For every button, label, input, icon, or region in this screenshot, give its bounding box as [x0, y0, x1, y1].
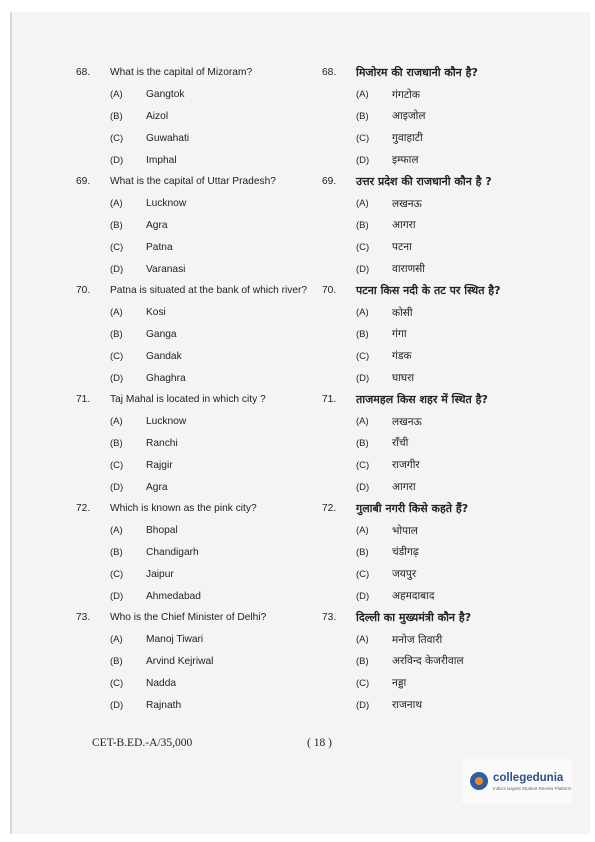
option-label: (A) [356, 198, 369, 210]
option-text: लखनऊ [392, 415, 422, 428]
option-label: (C) [356, 132, 370, 144]
answer-option [322, 563, 542, 585]
question-english [76, 498, 316, 520]
question-hindi [322, 607, 542, 629]
option-text: भोपाल [392, 524, 418, 537]
option-text: Lucknow [146, 416, 187, 428]
question-number: 72. [76, 503, 91, 515]
answer-option [76, 476, 316, 498]
option-label: (C) [356, 677, 370, 689]
answer-option [76, 651, 316, 673]
option-label: (A) [356, 525, 369, 537]
option-text: Ghaghra [146, 372, 186, 384]
english-column [76, 62, 316, 716]
question-hindi [322, 62, 542, 84]
answer-option [76, 411, 316, 433]
option-label: (A) [110, 89, 123, 101]
question-number: 71. [322, 394, 337, 406]
option-label: (D) [110, 481, 124, 493]
option-text: Lucknow [146, 198, 187, 210]
answer-option [76, 454, 316, 476]
answer-option [76, 629, 316, 651]
answer-option [76, 149, 316, 171]
option-text: अरविन्द केजरीवाल [392, 655, 464, 668]
answer-option [76, 215, 316, 237]
answer-option [322, 454, 542, 476]
answer-option [76, 694, 316, 716]
option-label: (A) [110, 416, 123, 428]
option-text: नड्डा [392, 677, 407, 690]
answer-option [322, 585, 542, 607]
option-text: गुवाहाटी [392, 132, 423, 145]
answer-option [322, 302, 542, 324]
option-label: (C) [110, 677, 124, 689]
option-label: (B) [356, 110, 369, 122]
option-label: (D) [110, 263, 124, 275]
question-number: 70. [76, 285, 91, 297]
question-english [76, 171, 316, 193]
answer-option [76, 193, 316, 215]
option-text: घाघरा [392, 372, 415, 385]
option-label: (B) [110, 110, 123, 122]
option-text: Agra [146, 219, 168, 231]
answer-option [322, 127, 542, 149]
question-text: पटना किस नदी के तट पर स्थित है? [356, 284, 501, 298]
option-label: (D) [356, 372, 370, 384]
option-text: आगरा [392, 481, 416, 494]
option-label: (C) [110, 350, 124, 362]
option-label: (B) [356, 219, 369, 231]
answer-option [76, 84, 316, 106]
answer-option [76, 106, 316, 128]
question-number: 68. [76, 67, 91, 79]
question-text: मिजोरम की राजधानी कौन है? [356, 66, 478, 80]
option-text: चंडीगढ़ [392, 546, 419, 559]
option-text: मनोज तिवारी [392, 633, 443, 646]
option-text: Agra [146, 481, 168, 493]
option-label: (B) [110, 546, 123, 558]
option-text: Guwahati [146, 132, 190, 144]
option-label: (C) [356, 241, 370, 253]
option-label: (B) [356, 655, 369, 667]
option-label: (D) [110, 372, 124, 384]
option-text: Jaipur [146, 568, 174, 580]
option-text: Ranchi [146, 437, 178, 449]
question-text: उत्तर प्रदेश की राजधानी कौन है ? [356, 175, 492, 189]
question-number: 71. [76, 394, 91, 406]
answer-option [322, 694, 542, 716]
option-label: (B) [356, 437, 369, 449]
question-number: 72. [322, 503, 337, 515]
option-label: (C) [110, 241, 124, 253]
answer-option [322, 84, 542, 106]
option-text: गंडक [392, 350, 412, 363]
option-text: राँची [392, 437, 409, 450]
answer-option [322, 106, 542, 128]
option-text: राजगीर [392, 459, 420, 472]
option-text: Arvind Kejriwal [146, 655, 214, 667]
question-text: What is the capital of Mizoram? [110, 67, 253, 79]
answer-option [322, 433, 542, 455]
question-text: गुलाबी नगरी किसे कहते हैं? [356, 502, 469, 516]
option-label: (A) [356, 634, 369, 646]
option-label: (C) [110, 568, 124, 580]
option-label: (C) [356, 568, 370, 580]
question-hindi [322, 280, 542, 302]
collegedunia-logo [462, 759, 572, 803]
logo-name: collegedunia [493, 771, 564, 784]
answer-option [322, 258, 542, 280]
option-text: Imphal [146, 154, 177, 166]
answer-option [76, 542, 316, 564]
answer-option [76, 585, 316, 607]
option-label: (B) [110, 655, 123, 667]
question-text: ताजमहल किस शहर में स्थित है? [356, 393, 488, 407]
hindi-column [322, 62, 542, 716]
option-text: Rajgir [146, 459, 173, 471]
question-number: 69. [322, 176, 337, 188]
option-text: Kosi [146, 307, 166, 319]
option-label: (D) [356, 154, 370, 166]
option-text: Manoj Tiwari [146, 634, 204, 646]
option-label: (A) [356, 89, 369, 101]
option-text: आगरा [392, 219, 416, 232]
collegedunia-logo-icon [470, 772, 488, 790]
option-text: Varanasi [146, 263, 186, 275]
option-text: Gandak [146, 350, 182, 362]
option-label: (C) [110, 459, 124, 471]
answer-option [76, 324, 316, 346]
option-label: (A) [110, 307, 123, 319]
question-number: 73. [76, 612, 91, 624]
option-text: Nadda [146, 677, 177, 689]
answer-option [322, 629, 542, 651]
answer-option [322, 215, 542, 237]
option-text: Patna [146, 241, 173, 253]
answer-option [322, 651, 542, 673]
option-label: (A) [356, 307, 369, 319]
answer-option [76, 258, 316, 280]
option-text: Gangtok [146, 89, 185, 101]
option-text: इम्फाल [392, 154, 419, 167]
option-label: (A) [110, 525, 123, 537]
page-number: ( 18 ) [307, 737, 332, 749]
answer-option [322, 149, 542, 171]
answer-option [322, 520, 542, 542]
option-label: (C) [110, 132, 124, 144]
option-text: Bhopal [146, 525, 178, 537]
option-text: आइजोल [392, 110, 426, 123]
question-number: 69. [76, 176, 91, 188]
answer-option [76, 367, 316, 389]
answer-option [76, 563, 316, 585]
question-english [76, 607, 316, 629]
question-text: What is the capital of Uttar Pradesh? [110, 176, 276, 188]
option-label: (B) [356, 546, 369, 558]
option-text: Ganga [146, 328, 177, 340]
question-hindi [322, 389, 542, 411]
option-label: (B) [356, 328, 369, 340]
answer-option [322, 476, 542, 498]
option-text: अहमदाबाद [392, 590, 435, 603]
option-label: (D) [356, 263, 370, 275]
option-label: (D) [356, 481, 370, 493]
answer-option [322, 345, 542, 367]
option-label: (A) [356, 416, 369, 428]
paper-code: CET-B.ED.-A/35,000 [92, 737, 193, 749]
option-text: Chandigarh [146, 546, 199, 558]
question-number: 70. [322, 285, 337, 297]
option-text: जयपुर [392, 568, 417, 581]
exam-page [10, 12, 590, 834]
option-text: Rajnath [146, 699, 182, 711]
option-label: (D) [356, 699, 370, 711]
question-hindi [322, 171, 542, 193]
answer-option [322, 542, 542, 564]
option-label: (C) [356, 350, 370, 362]
answer-option [76, 520, 316, 542]
option-label: (B) [110, 437, 123, 449]
question-english [76, 389, 316, 411]
question-text: Who is the Chief Minister of Delhi? [110, 612, 267, 624]
question-number: 73. [322, 612, 337, 624]
answer-option [76, 302, 316, 324]
question-text: Taj Mahal is located in which city ? [110, 394, 266, 406]
option-label: (D) [110, 699, 124, 711]
option-text: गंगटोक [392, 88, 420, 101]
option-text: राजनाथ [392, 699, 423, 711]
option-label: (A) [110, 198, 123, 210]
question-text: Patna is situated at the bank of which river? [110, 285, 308, 297]
answer-option [76, 236, 316, 258]
option-label: (B) [110, 328, 123, 340]
option-label: (D) [356, 590, 370, 602]
option-label: (B) [110, 219, 123, 231]
option-label: (A) [110, 634, 123, 646]
question-number: 68. [322, 67, 337, 79]
option-text: कोसी [392, 306, 413, 319]
option-text: वाराणसी [392, 263, 425, 276]
answer-option [322, 193, 542, 215]
answer-option [76, 672, 316, 694]
answer-option [76, 127, 316, 149]
answer-option [322, 324, 542, 346]
question-english [76, 62, 316, 84]
option-text: Ahmedabad [146, 590, 201, 602]
question-text: Which is known as the pink city? [110, 503, 257, 515]
answer-option [322, 367, 542, 389]
option-label: (D) [110, 154, 124, 166]
question-hindi [322, 498, 542, 520]
option-text: पटना [392, 241, 412, 254]
answer-option [322, 236, 542, 258]
answer-option [322, 672, 542, 694]
option-text: लखनऊ [392, 197, 422, 210]
question-text: दिल्ली का मुख्यमंत्री कौन है? [356, 611, 472, 625]
answer-option [322, 411, 542, 433]
option-text: गंगा [392, 328, 407, 341]
logo-tagline: India's largest Student Review Platform [493, 785, 572, 791]
option-text: Aizol [146, 110, 169, 122]
answer-option [76, 433, 316, 455]
option-label: (C) [356, 459, 370, 471]
question-english [76, 280, 316, 302]
answer-option [76, 345, 316, 367]
option-label: (D) [110, 590, 124, 602]
